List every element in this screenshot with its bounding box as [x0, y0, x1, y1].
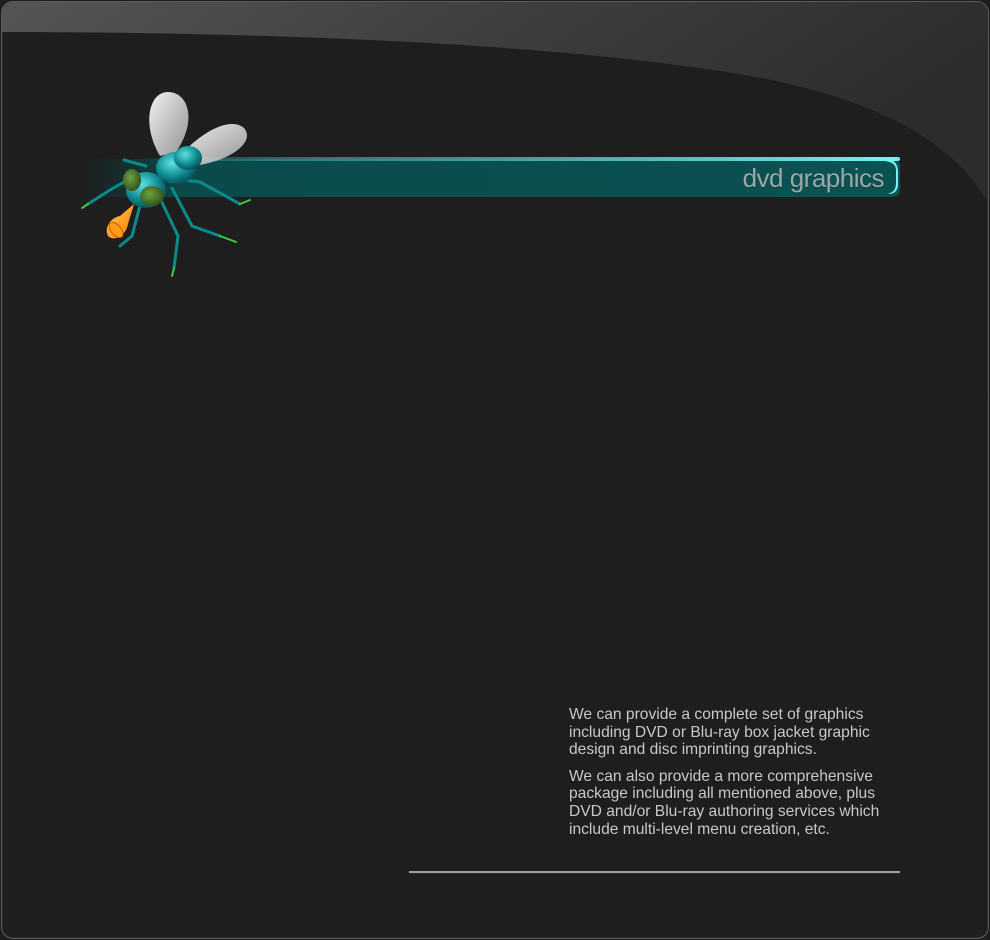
fly-icon: [80, 86, 260, 281]
description-paragraph: We can provide a complete set of graphics including DVD or Blu-ray box jacket graphic design and disc imprinting graphics.: [569, 706, 870, 759]
page-title: dvd graphics: [742, 163, 884, 193]
description-text: [569, 706, 899, 847]
footer-divider: [409, 871, 900, 874]
page-panel: [1, 1, 989, 939]
description-paragraph: We can also provide a more comprehensive package including all mentioned above, plus DVD and/or Blu-ray authoring services which include multi-level menu creation, etc.: [569, 767, 880, 838]
section-divider: [2, 394, 988, 395]
